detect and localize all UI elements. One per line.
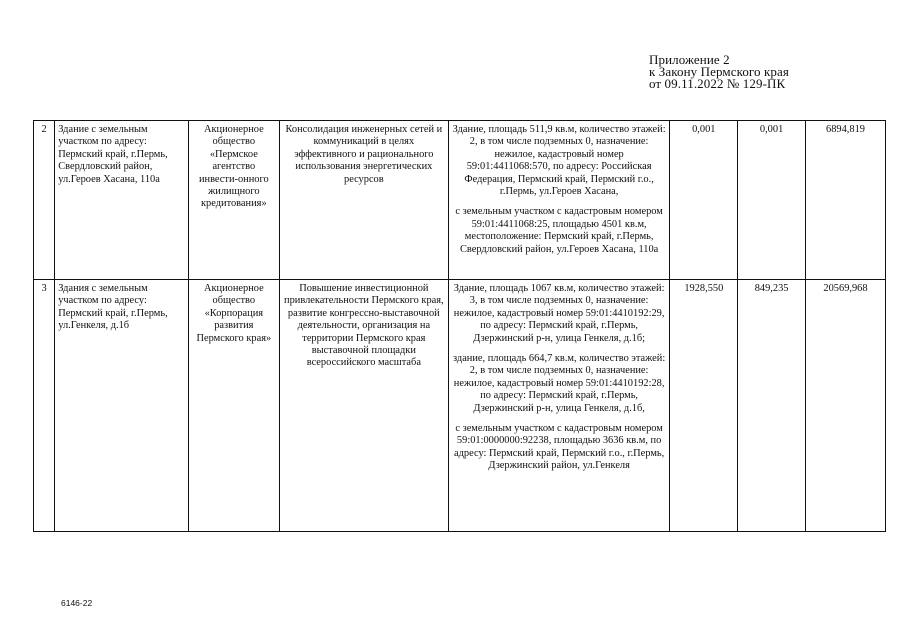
value-cell-2: 849,235	[738, 280, 806, 532]
appendix-title: Приложение 2	[649, 52, 730, 67]
table-row	[34, 121, 886, 280]
purpose-description: Повышение инвестиционной привлекательности Пермского края, развитие конгрессно-выставочной деятельности, организация на территории Пермского края выставочной площадки всероссийского масштаба	[279, 280, 448, 532]
property-details-paragraph: Здание, площадь 511,9 кв.м, количество этажей: 2, в том числе подземных 0, назначение: нежилое, кадастровый номер 59:01:4411068:570, по адресу: Российская Федерация, Пермский край, Пермский г.о., г.Пермь, ул.Героев Хасана,	[452, 124, 666, 198]
table-row	[34, 280, 886, 532]
row-number: 3	[34, 280, 55, 532]
property-details-paragraph: с земельным участком с кадастровым номером 59:01:4411068:25, площадью 4501 кв.м, местоположение: Пермский край, г.Пермь, Свердловский район, ул.Героев Хасана, 110а	[455, 206, 663, 255]
purpose-description: Консолидация инженерных сетей и коммуникаций в целях эффективного и рационального использования энергетических ресурсов	[279, 121, 448, 280]
property-details-paragraph: Здание, площадь 1067 кв.м, количество этажей: 3, в том числе подземных 0, назначение: нежилое, кадастровый номер 59:01:4410192:29, по адресу: Пермский край, г.Пермь, Дзержинский р-н, улица Генкеля, д.1б;	[453, 283, 665, 344]
property-table	[33, 120, 886, 532]
organization-name: Акционерное общество «Пермское агентство инвести-онного жилищного кредитования»	[188, 121, 279, 280]
value-cell-1: 0,001	[670, 121, 738, 280]
row-number: 2	[34, 121, 55, 280]
organization-name: Акционерное общество «Корпорация развития Пермского края»	[188, 280, 279, 532]
value-cell-3: 6894,819	[805, 121, 885, 280]
object-description: Здание с земельным участком по адресу: Пермский край, г.Пермь, Свердловский район, ул.Героев Хасана, 110а	[55, 121, 189, 280]
value-cell-3: 20569,968	[805, 280, 885, 532]
value-cell-1: 1928,550	[670, 280, 738, 532]
property-details	[448, 280, 670, 532]
appendix-law-reference: к Закону Пермского края	[649, 64, 789, 79]
object-description: Здания с земельным участком по адресу: Пермский край, г.Пермь, ул.Генкеля, д.1б	[55, 280, 189, 532]
value-cell-2: 0,001	[738, 121, 806, 280]
property-details	[448, 121, 670, 280]
property-details-paragraph: здание, площадь 664,7 кв.м, количество этажей: 2, в том числе подземных 0, назначение: нежилое, кадастровый номер 59:01:4410192:28, по адресу: Пермский край, г.Пермь, Дзержинский р-н, улица Генкеля, д.1б,	[452, 353, 666, 414]
property-details-paragraph: с земельным участком с кадастровым номером 59:01:0000000:92238, площадью 3636 кв.м, по адресу: Пермский край, Пермский г.о., г.Пермь, Дзержинский район, ул.Генкеля	[454, 423, 665, 472]
appendix-header	[649, 54, 789, 90]
document-code: 6146-22	[61, 598, 93, 608]
appendix-law-date-number: от 09.11.2022 № 129-ПК	[649, 76, 786, 91]
